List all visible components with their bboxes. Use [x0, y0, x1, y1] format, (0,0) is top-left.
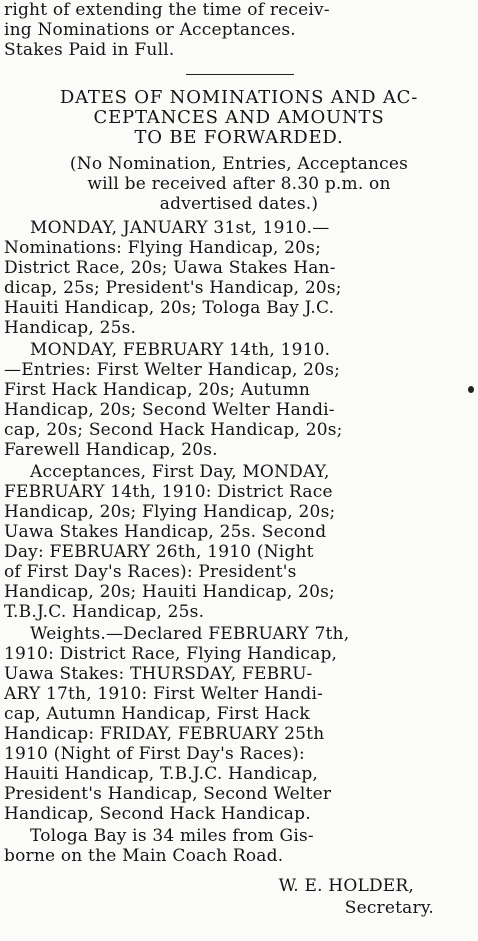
- text-line: [4, 542, 472, 562]
- text-line: [4, 562, 472, 582]
- text-line: [4, 602, 472, 622]
- text-line-content: Handicap: FRIDAY, FEBRUARY 25th: [4, 724, 325, 744]
- text-line: [4, 664, 472, 684]
- text-line-content: Stakes Paid in Full.: [4, 40, 175, 60]
- text-line: [4, 318, 472, 338]
- text-line-content: District Race, 20s; Uawa Stakes Han-: [4, 258, 336, 278]
- text-line: [4, 360, 472, 380]
- text-line: [4, 502, 472, 522]
- text-line-content: Handicap, 20s; Flying Handicap, 20s;: [4, 502, 336, 522]
- text-line-content: Nominations: Flying Handicap, 20s;: [4, 238, 322, 258]
- text-line-content: cap, Autumn Handicap, First Hack: [4, 704, 310, 724]
- heading-line: CEPTANCES AND AMOUNTS: [93, 108, 385, 128]
- text-line: [4, 380, 472, 400]
- text-line: [4, 846, 472, 866]
- text-line-content: Handicap, 25s.: [4, 318, 137, 338]
- text-line-content: FEBRUARY 14th, 1910: District Race: [4, 482, 333, 502]
- text-line-content: Weights.—Declared FEBRUARY 7th,: [30, 624, 350, 644]
- text-line-content: borne on the Main Coach Road.: [4, 846, 284, 866]
- text-line: [4, 744, 472, 764]
- text-line: [4, 724, 472, 744]
- text-line-content: MONDAY, FEBRUARY 14th, 1910.: [30, 340, 331, 360]
- text-line: [4, 482, 472, 502]
- text-line: [30, 462, 472, 482]
- text-line: [4, 582, 472, 602]
- text-line-content: Farewell Handicap, 20s.: [4, 440, 218, 460]
- text-line-content: Handicap, 20s; Second Welter Handi-: [4, 400, 335, 420]
- text-line: [4, 278, 472, 298]
- text-line-content: dicap, 25s; President's Handicap, 20s;: [4, 278, 342, 298]
- text-line-content: MONDAY, JANUARY 31st, 1910.—: [30, 218, 330, 238]
- text-line-content: Hauiti Handicap, T.B.J.C. Handicap,: [4, 764, 319, 784]
- text-line-content: cap, 20s; Second Hack Handicap, 20s;: [4, 420, 343, 440]
- text-line-content: Handicap, 20s; Hauiti Handicap, 20s;: [4, 582, 335, 602]
- ink-speck: [468, 386, 474, 393]
- note-text: (No Nomination, Entries, Acceptances: [69, 154, 409, 174]
- text-line: [4, 420, 472, 440]
- text-line: [4, 522, 472, 542]
- note-line: [0, 154, 478, 174]
- text-line: [4, 400, 472, 420]
- section-heading: [0, 128, 478, 148]
- text-line: [30, 624, 472, 644]
- text-line-content: ARY 17th, 1910: First Welter Handi-: [4, 684, 324, 704]
- text-line-content: First Hack Handicap, 20s; Autumn: [4, 380, 311, 400]
- note-line: [0, 194, 478, 214]
- text-line: [4, 238, 472, 258]
- text-line-content: —Entries: First Welter Handicap, 20s;: [4, 360, 341, 380]
- text-line-content: 1910 (Night of First Day's Races):: [4, 744, 305, 764]
- text-line: [4, 258, 472, 278]
- note-line: [0, 174, 478, 194]
- text-line: [30, 826, 472, 846]
- signatory-name: [0, 876, 478, 896]
- text-line-content: 1910: District Race, Flying Handicap,: [4, 644, 338, 664]
- text-line-content: Tologa Bay is 34 miles from Gis-: [30, 826, 314, 846]
- text-line-content: Hauiti Handicap, 20s; Tologa Bay J.C.: [4, 298, 335, 318]
- text-line-content: President's Handicap, Second Welter: [4, 784, 332, 804]
- heading-line: DATES OF NOMINATIONS AND AC-: [59, 88, 419, 108]
- text-line: [30, 340, 472, 360]
- section-rule: [186, 74, 294, 75]
- section-heading: [0, 88, 478, 108]
- text-line: [4, 804, 472, 824]
- text-line-content: ing Nominations or Acceptances.: [4, 20, 296, 40]
- text-line: [4, 764, 472, 784]
- text-line: [4, 40, 472, 60]
- text-line-content: T.B.J.C. Handicap, 25s.: [4, 602, 205, 622]
- text-line-content: Uawa Stakes Handicap, 25s. Second: [4, 522, 327, 542]
- text-line-content: Day: FEBRUARY 26th, 1910 (Night: [4, 542, 314, 562]
- text-line-content: right of extending the time of receiv-: [4, 0, 330, 20]
- text-line: [4, 644, 472, 664]
- text-line: [4, 298, 472, 318]
- text-line: [4, 0, 472, 20]
- text-line-content: Handicap, Second Hack Handicap.: [4, 804, 311, 824]
- signatory-title: [0, 898, 478, 918]
- note-text: will be received after 8.30 p.m. on: [87, 174, 391, 194]
- text-line: [4, 20, 472, 40]
- signatory-title-text: Secretary.: [344, 898, 434, 918]
- text-line: [4, 784, 472, 804]
- text-line-content: Acceptances, First Day, MONDAY,: [30, 462, 330, 482]
- note-text: advertised dates.): [159, 194, 319, 214]
- text-line-content: Uawa Stakes: THURSDAY, FEBRU-: [4, 664, 313, 684]
- section-heading: [0, 108, 478, 128]
- text-line: [4, 704, 472, 724]
- heading-line: TO BE FORWARDED.: [134, 128, 344, 148]
- text-line: [4, 684, 472, 704]
- signatory-name-text: W. E. HOLDER,: [278, 876, 414, 896]
- text-line: [30, 218, 472, 238]
- text-line: [4, 440, 472, 460]
- text-line-content: of First Day's Races): President's: [4, 562, 297, 582]
